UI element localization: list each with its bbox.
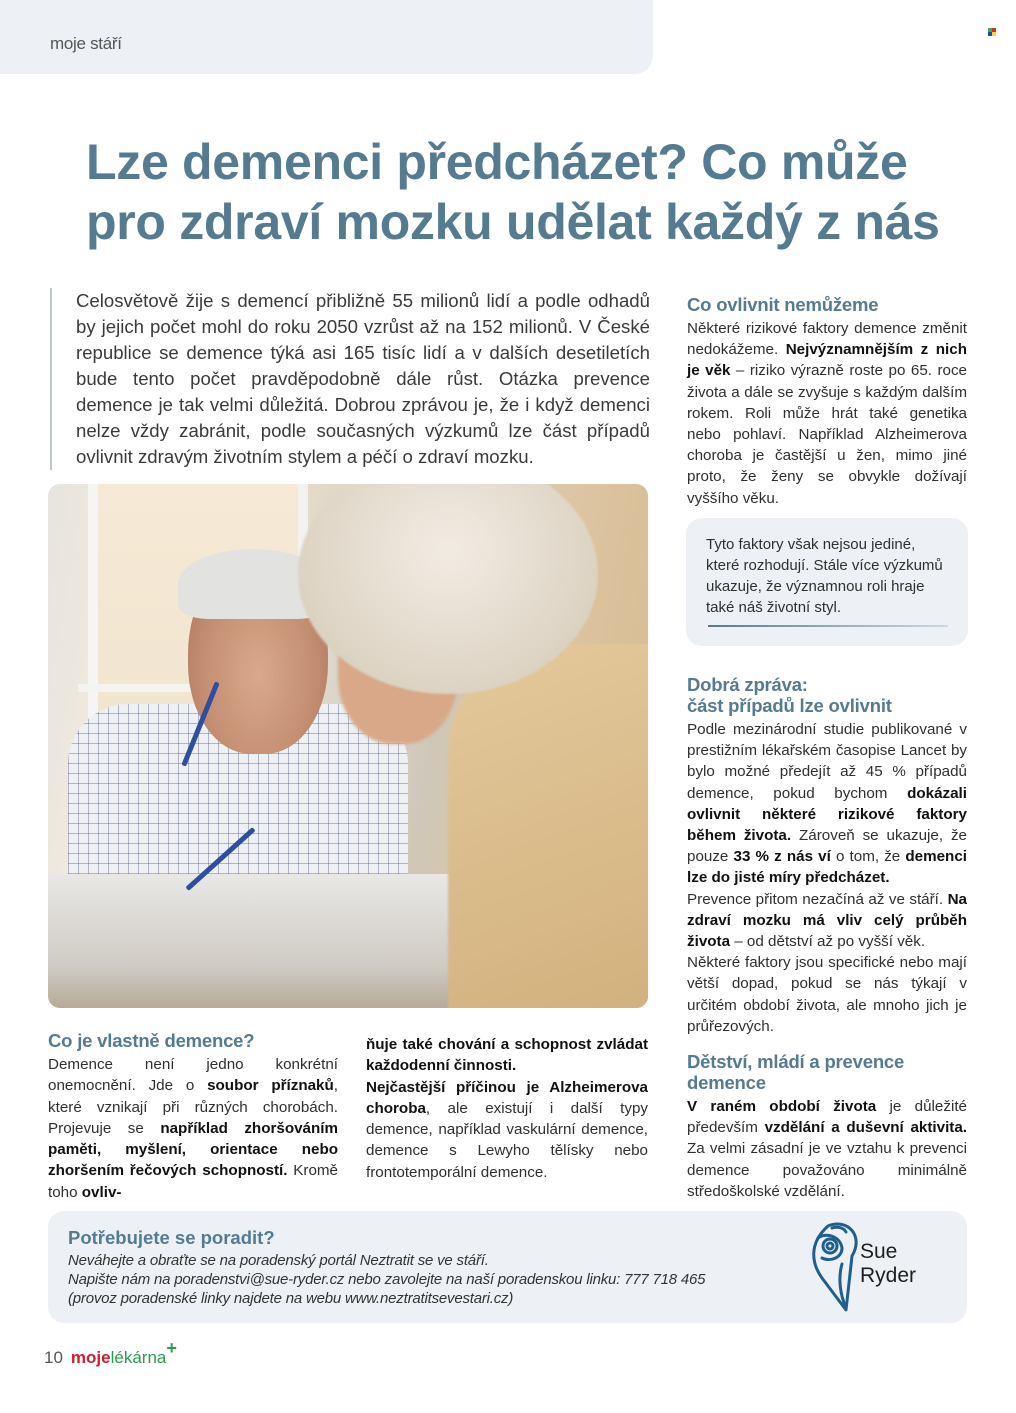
help-line-1: Neváhejte a obraťte se na poradenský portál Neztratit se ve stáří. bbox=[68, 1252, 489, 1269]
section-body: Podle mezinárodní studie publikované v prestižním lékařském časopise Lancet by bylo možné předejít až 45 % případů demence, pokud bychom dokázali ovlivnit některé rizikové faktory během života. Zároveň se ukazuje, že pouze 33 % z nás ví o tom, že demenci lze do jisté míry předcházet. bbox=[687, 721, 968, 887]
section-heading: Co je vlastně demence? bbox=[48, 1030, 255, 1051]
brand-name-regular: lékárna bbox=[110, 1348, 167, 1367]
section-childhood bbox=[687, 1051, 967, 1202]
title-bold: Lze demenci předcházet? bbox=[86, 134, 688, 190]
section-what-is-dementia bbox=[48, 1030, 338, 1203]
section-body: Nejčastější příčinou je Alzheimerova choroba, ale existují i další typy demence, například vaskulární demence, demence s Lewyho tělísky nebo frontotemporální demence. bbox=[366, 1078, 648, 1181]
callout-text: Tyto faktory však nejsou jediné, které rozhodují. Stále více výzkumů ukazuje, že významnou roli hraje také náš životní styl. bbox=[706, 536, 943, 616]
page-footer bbox=[44, 1338, 177, 1368]
section-what-is-dementia-cont bbox=[366, 1034, 648, 1183]
pharmacy-plus-icon: + bbox=[166, 1338, 177, 1358]
section-good-news bbox=[687, 674, 967, 1037]
section-heading: Dětství, mládí a prevence demence bbox=[687, 1051, 905, 1093]
color-squares-icon bbox=[988, 28, 996, 36]
sue-ryder-wordmark: Sue Ryder bbox=[860, 1240, 917, 1287]
section-body: Prevence přitom nezačíná až ve stáří. Na zdraví mozku má vliv celý průběh života – od dětství až po vyšší věk. bbox=[687, 890, 967, 951]
help-line-2[interactable]: Napište nám na poradenstvi@sue-ryder.cz nebo zavolejte na naší poradenskou linku: 777 718 465 bbox=[68, 1271, 706, 1288]
section-body: Některé faktory jsou specifické nebo mají větší dopad, pokud se nás týkají v určitém období života, ale mnoho jich je průřezových. bbox=[687, 954, 967, 1035]
page-number: 10 bbox=[44, 1348, 63, 1367]
section-heading: Dobrá zpráva: část případů lze ovlivnit bbox=[687, 674, 892, 716]
title-regular-1: Co může bbox=[687, 134, 908, 190]
section-body: Demence není jedno konkrétní onemocnění. Jde o soubor příznaků, které vznikají při různých chorobách. Projevuje se například zhoršováním paměti, myšlení, orientace nebo zhoršením řečových schopností. Kromě toho ovliv- bbox=[48, 1056, 339, 1201]
brand-name-bold: moje bbox=[70, 1348, 111, 1367]
title-regular-2: pro zdraví mozku udělat každý z nás bbox=[86, 194, 940, 250]
callout-box bbox=[686, 518, 968, 646]
section-body: Některé rizikové faktory demence změnit nedokážeme. Nejvýznamnějším z nich je věk – riziko výrazně roste po 65. roce života a dále se zvyšuje s každým dalším rokem. Roli může hrát také genetika nebo pohlaví. Například Alzheimerova choroba je častější u žen, mimo jiné proto, že ženy se obvykle dožívají vyššího věku. bbox=[687, 320, 968, 507]
section-label: moje stáří bbox=[50, 34, 122, 53]
lead-paragraph: Celosvětově žije s demencí přibližně 55 milionů lidí a podle odhadů by jejich počet mohl do roku 2050 vzrůst až na 152 milionů. V České republice se demence týká asi 165 tisíc lidí a v dalších desetiletích bude tento počet pravděpodobně dále růst. Otázka prevence demence je tak velmi důležitá. Dobrou zprávou je, že i když demenci nelze vždy zabránit, podle současných výzkumů lze část případů ovlivnit zdravým životním stylem a péčí o zdraví mozku. bbox=[50, 288, 650, 470]
callout-divider bbox=[708, 625, 948, 627]
section-body: ňuje také chování a schopnost zvládat každodenní činnosti. bbox=[366, 1036, 648, 1075]
help-heading: Potřebujete se poradit? bbox=[68, 1227, 275, 1248]
page-title bbox=[86, 132, 966, 252]
section-header-tab bbox=[0, 0, 653, 74]
seniors-photo bbox=[48, 484, 648, 1008]
section-body: V raném období života je důležité především vzdělání a duševní aktivita. Za velmi zásadní je ve vztahu k prevenci demence považováno minimálně středoškolské vzdělání. bbox=[687, 1098, 968, 1200]
section-heading: Co ovlivnit nemůžeme bbox=[687, 294, 879, 315]
section-cannot-influence bbox=[687, 294, 967, 509]
help-line-3[interactable]: (provoz poradenské linky najdete na webu www.neztratitsevestari.cz) bbox=[68, 1290, 514, 1307]
